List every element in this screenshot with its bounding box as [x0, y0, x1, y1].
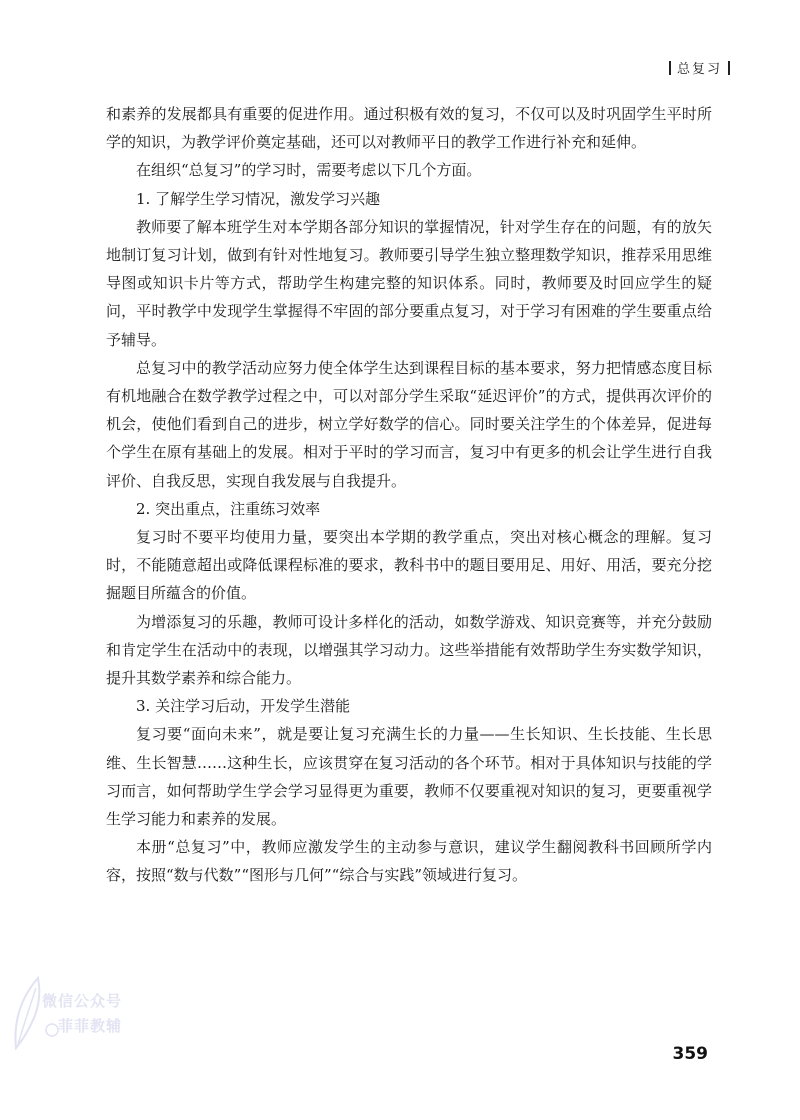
header-divider-left [669, 61, 671, 75]
paragraph-continuation: 和素养的发展都具有重要的促进作用。通过积极有效的复习，不仅可以及时巩固学生平时所学的知识，为教学评价奠定基础，还可以对教师平日的教学工作进行补充和延伸。 [106, 105, 712, 152]
paragraph: 复习要“面向未来”，就是要让复习充满生长的力量——生长知识、生长技能、生长思维、生长智慧……这种生长，应该贯穿在复习活动的各个环节。相对于具体知识与技能的学习而言，如何帮助学生学会学习显得更为重要，教师不仅要重视对知识的复习，更要重视学生学习能力和素养的发展。 [106, 725, 712, 829]
running-header [663, 58, 736, 77]
header-divider-right [728, 61, 730, 75]
page-number: 359 [672, 1044, 708, 1064]
body-text [106, 100, 712, 890]
watermark-text-line1: 微信公众号 [42, 992, 123, 1010]
section-heading-3: 3. 关注学习后动，开发学生潜能 [136, 697, 351, 716]
watermark [8, 968, 158, 1064]
paragraph: 复习时不要平均使用力量，要突出本学期的教学重点，突出对核心概念的理解。复习时，不能随意超出或降低课程标准的要求，教科书中的题目要用足、用好、用活，要充分挖掘题目所蕴含的价值。 [106, 528, 712, 603]
leaf-decoration-icon [8, 968, 68, 1058]
paragraph: 教师要了解本班学生对本学期各部分知识的掌握情况，针对学生存在的问题，有的放矢地制订复习计划，做到有针对性地复习。教师要引导学生独立整理数学知识，推荐采用思维导图或知识卡片等方式，帮助学生构建完整的知识体系。同时，教师要及时回应学生的疑问，平时教学中发现学生掌握得不牢固的部分要重点复习，对于学习有困难的学生要重点给予辅导。 [106, 217, 712, 349]
section-heading-1: 1. 了解学生学习情况，激发学习兴趣 [136, 189, 381, 208]
paragraph: 本册“总复习”中，教师应激发学生的主动参与意识，建议学生翻阅教科书回顾所学内容，按照“数与代数”“图形与几何”“综合与实践”领域进行复习。 [106, 838, 712, 885]
watermark-text-line2: 菲菲教辅 [58, 1017, 123, 1035]
paragraph: 总复习中的教学活动应努力使全体学生达到课程目标的基本要求，努力把情感态度目标有机地融合在数学教学过程之中，可以对部分学生采取“延迟评价”的方式，提供再次评价的机会，使他们看到自己的进步，树立学好数学的信心。同时要关注学生的个体差异，促进每个学生在原有基础上的发展。相对于平时的学习而言，复习中有更多的机会让学生进行自我评价、自我反思，实现自我发展与自我提升。 [106, 358, 712, 490]
section-heading-2: 2. 突出重点，注重练习效率 [136, 499, 321, 518]
paragraph: 为增添复习的乐趣，教师可设计多样化的活动，如数学游戏、知识竞赛等，并充分鼓励和肯定学生在活动中的表现，以增强其学习动力。这些举措能有效帮助学生夯实数学知识，提升其数学素养和综合能力。 [106, 612, 712, 688]
header-section-title: 总复习 [676, 62, 722, 77]
paragraph-intro: 在组织“总复习”的学习时，需要考虑以下几个方面。 [136, 161, 482, 180]
